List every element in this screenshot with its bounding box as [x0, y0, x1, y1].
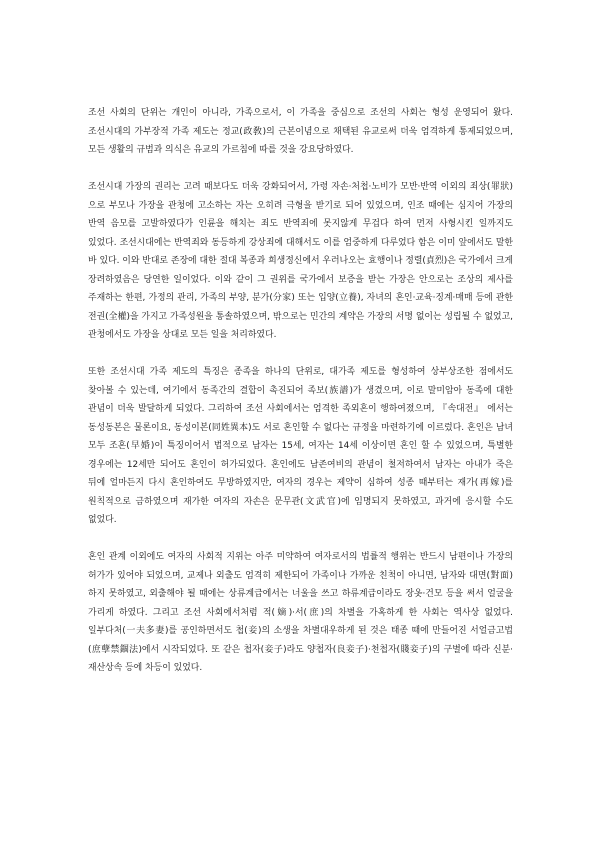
paragraph-2: 조선시대 가장의 권리는 고려 때보다도 더욱 강화되어서, 가령 자손·처첩·노비가 모반·반역 이외의 죄상(罪狀)으로 부모나 가장을 관청에 고소하는 자는 오히려 극형을 받기로 되어 있었으며, 인조 때에는 심지어 가장의 반역 음모를 고발하였다가 인륜을 해치는 죄도 반역죄에 못지않게 무겁다 하여 먼저 사형시킨 일까지도 있었다. 조선시대에는 반역죄와 동등하게 강상죄에 대해서도 이를 엄중하게 다루었다 함은 이미 앞에서도 말한 바 있다. 이와 반대로 존장에 대한 절대 복종과 희생정신에서 우러나오는 효행이나 정렬(貞烈)은 국가에서 크게 장려하였음은 당연한 일이었다. 이와 같이 그 권위를 국가에서 보증을 받는 가장은 안으로는 조상의 제사를 주재하는 한편, 가정의 관리, 가족의 부양, 분가(分家) 또는 입양(立養), 자녀의 혼인·교육·징계·매매 등에 관한 전권(全權)을 가지고 가족성원을 통솔하였으며, 밖으로는 민간의 계약은 가장의 서명 없이는 성립될 수 없었고, 관청에서도 가장을 상대로 모든 일을 처리하였다. — [88, 182, 513, 340]
paragraph-3: 또한 조선시대 가족 제도의 특징은 종족을 하나의 단위로, 대가족 제도를 형성하여 상부상조한 점에서도 찾아볼 수 있는데, 여기에서 동족간의 결합이 촉진되어 족보(族譜)가 생겼으며, 이로 말미암아 동족에 대한 관념이 더욱 발달하게 되었다. 그리하여 조선 사회에서는 엄격한 족외혼이 행하여졌으며, 『속대전』 에서는 동성동본은 물론이요, 동성이본(同姓異本)도 서로 혼인할 수 없다는 규정을 마련하기에 이르렀다. 혼인은 남녀 모두 조혼(早婚)이 특징이어서 법적으로 남자는 15세, 여자는 14세 이상이면 혼인 할 수 있었으며, 특별한 경우에는 12세만 되어도 혼인이 허가되었다. 혼인에도 남존여비의 관념이 철저하여서 남자는 아내가 죽은 뒤에 얼마든지 다시 혼인하여도 무방하였지만, 여자의 경우는 제약이 심하여 성종 때부터는 재가(再嫁)를 원칙적으로 금하였으며 재가한 여자의 자손은 문무관(文武官)에 임명되지 못하였고, 과거에 응시할 수도 없었다. — [88, 367, 513, 525]
document-body — [88, 104, 513, 696]
paragraph-1: 조선 사회의 단위는 개인이 아니라, 가족으로서, 이 가족을 중심으로 조선의 사회는 형성 운영되어 왔다. 조선시대의 가부장적 가족 제도는 정교(政敎)의 근본이념으로 채택된 유교로써 더욱 엄격하게 통제되었으며, 모든 생활의 규범과 의식은 유교의 가르침에 따를 것을 강요당하였다. — [88, 108, 513, 155]
paragraph-4: 혼인 관계 이외에도 여자의 사회적 지위는 아주 미약하여 여자로서의 법률적 행위는 반드시 남편이나 가장의 허가가 있어야 되었으며, 교제나 외출도 엄격히 제한되어 가족이나 가까운 친척이 아니면, 남자와 대면(對面)하지 못하였고, 외출해야 될 때에는 상류계급에서는 너울을 쓰고 하류계급이라도 장옷·건모 등을 써서 얼굴을 가리게 하였다. 그리고 조선 사회에서처럼 적(嫡)·서(庶)의 차별을 가혹하게 한 사회는 역사상 없었다. 일부다처(一夫多妻)를 공인하면서도 첩(妾)의 소생을 차별대우하게 된 것은 태종 때에 만들어진 서얼금고법(庶孽禁錮法)에서 시작되었다. 또 같은 첩자(妾子)라도 양첩자(良妾子)·천첩자(賤妾子)의 구별에 따라 신분·재산상속 등에 차등이 있었다. — [88, 552, 513, 673]
